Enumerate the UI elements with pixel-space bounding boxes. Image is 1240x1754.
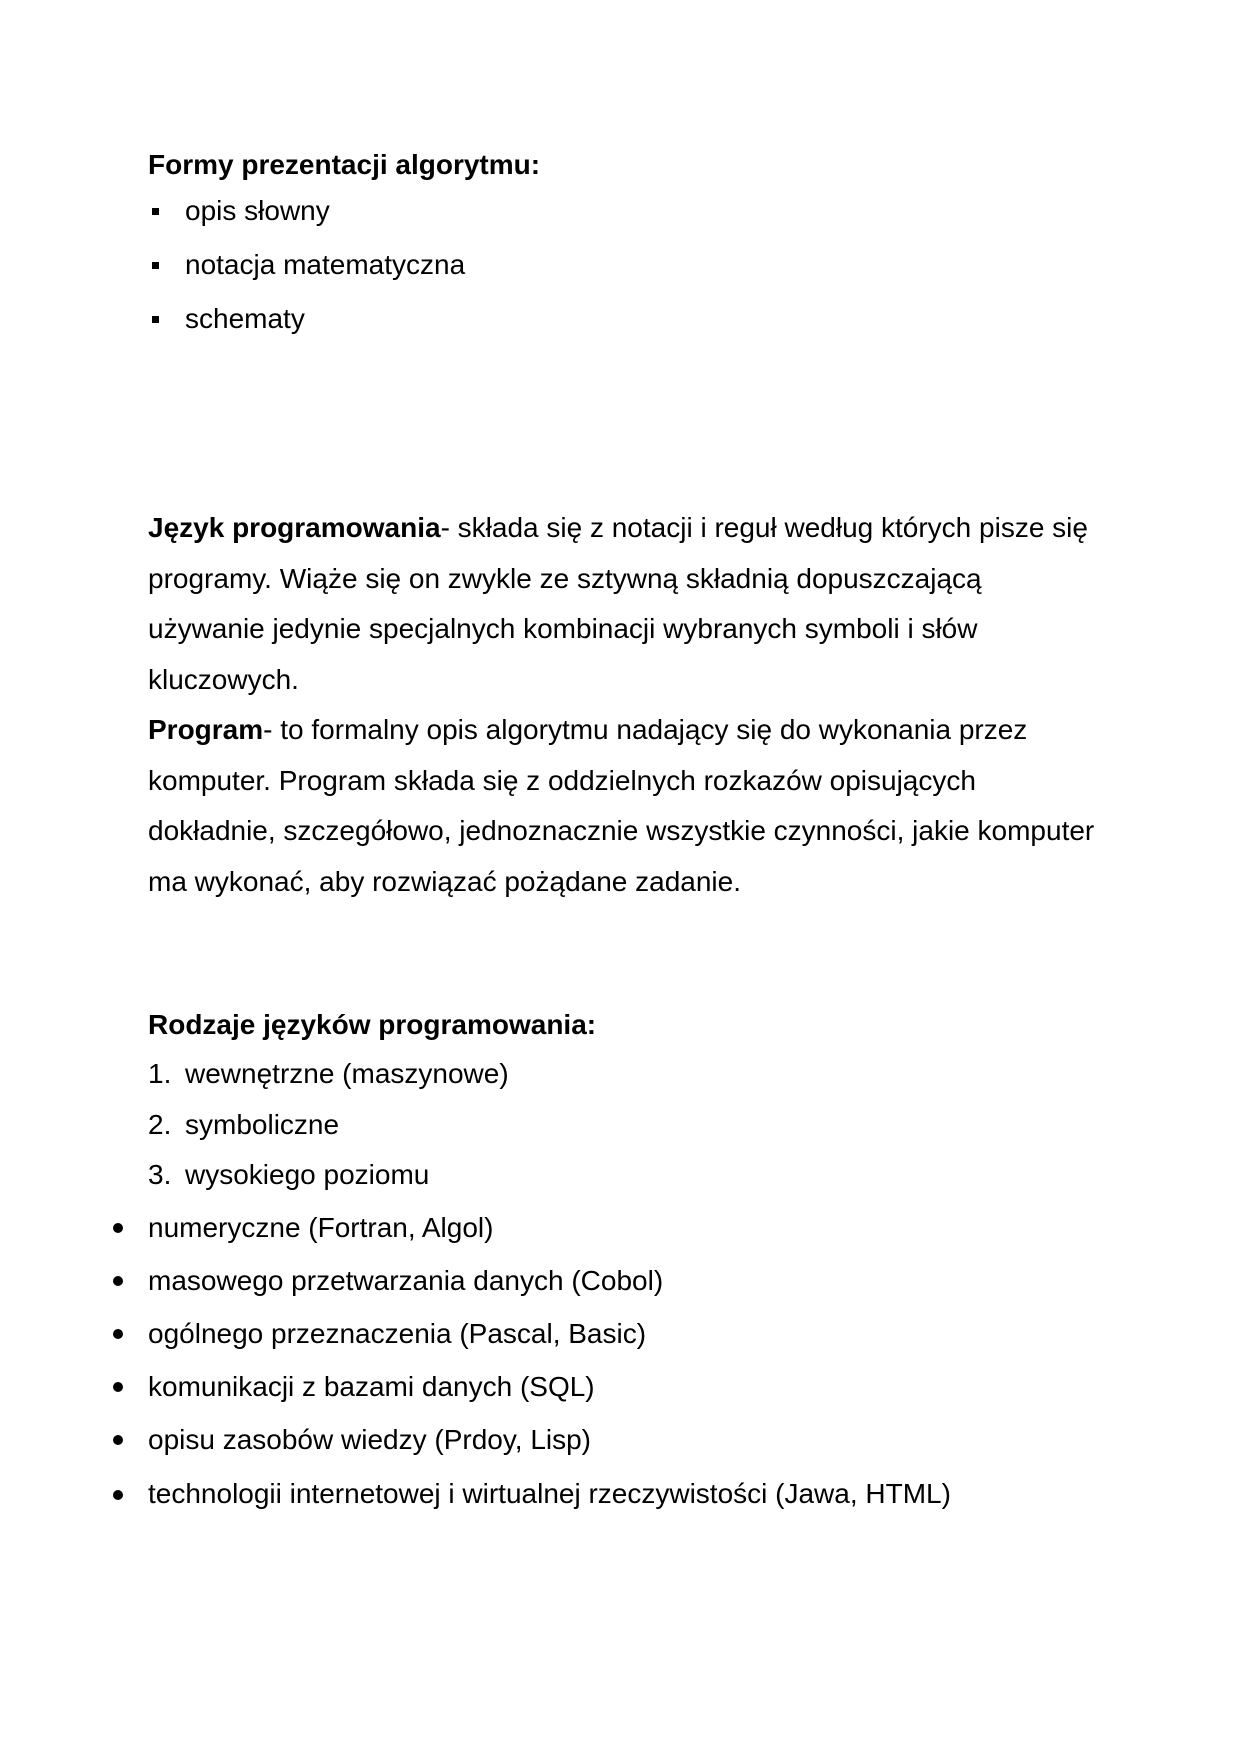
list-item: [25, 1360, 1028, 1413]
algorithm-forms-section: [148, 145, 540, 353]
round-bullet-icon: [113, 1223, 123, 1233]
list-item: [25, 1254, 1028, 1307]
round-bullet-icon: [113, 1382, 123, 1392]
list-item-text: symboliczne: [185, 1108, 340, 1140]
list-item: [25, 1468, 1028, 1520]
list-number: 2.: [148, 1108, 172, 1140]
section-heading: Formy prezentacji algorytmu:: [148, 149, 541, 180]
list-number: 1.: [148, 1058, 172, 1089]
list-item-text: komunikacji z bazami danych (SQL): [148, 1370, 595, 1402]
definition-program: [148, 705, 1098, 907]
list-item-text: technologii internetowej i wirtualnej rzeczywistości (Jawa, HTML): [148, 1477, 951, 1509]
list-item: [25, 1201, 1028, 1254]
list-item-text: masowego przetwarzania danych (Cobol): [148, 1264, 664, 1296]
list-item-text: opisu zasobów wiedzy (Prdoy, Lisp): [148, 1423, 592, 1455]
list-number: 3.: [148, 1159, 172, 1190]
definitions-section: [148, 503, 1098, 907]
list-item: [148, 1150, 905, 1201]
list-item-text: numeryczne (Fortran, Algol): [148, 1211, 494, 1243]
list-item: [148, 245, 540, 299]
round-bullet-icon: [113, 1329, 123, 1339]
definition-language: [148, 503, 1098, 705]
definition-program-text: - to formalny opis algorytmu nadający się do wykonania przez komputer. Program składa się z oddzielnych rozkazów opisujących dokładnie, szczegółowo, jednoznacznie wszystkie czynności, jakie komputer ma wykonać, aby rozwiązać pożądane zadanie.: [148, 714, 1095, 897]
forms-list: [148, 191, 540, 353]
list-item: [148, 191, 540, 245]
list-item-text: wysokiego poziomu: [185, 1159, 430, 1190]
round-bullet-icon: [113, 1276, 123, 1286]
round-bullet-icon: [113, 1490, 123, 1500]
round-bullet-icon: [113, 1435, 123, 1445]
language-types-section: [148, 1005, 951, 1520]
square-bullet-icon: [152, 262, 159, 269]
term-language: Język programowania: [148, 512, 441, 543]
section-heading: Rodzaje języków programowania:: [148, 1009, 597, 1040]
list-item-text: schematy: [185, 303, 305, 334]
list-item: [25, 1413, 1028, 1466]
list-item-text: opis słowny: [185, 195, 330, 226]
list-item: [148, 299, 540, 353]
list-item-text: ogólnego przeznaczenia (Pascal, Basic): [148, 1317, 647, 1349]
language-types-list: [148, 1049, 905, 1201]
list-item: [148, 1100, 905, 1151]
list-item-text: wewnętrzne (maszynowe): [185, 1058, 509, 1089]
list-item-text: notacja matematyczna: [185, 249, 466, 280]
list-item: [148, 1049, 905, 1100]
term-program: Program: [148, 714, 264, 745]
list-item: [25, 1307, 1028, 1360]
definition-language-text: - składa się z notacji i reguł według których pisze się programy. Wiąże się on zwykle ze sztywną składnią dopuszczającą używanie jedynie specjalnych kombinacji wybranych symboli i słów kluczowych.: [148, 512, 1088, 695]
square-bullet-icon: [152, 316, 159, 323]
square-bullet-icon: [152, 208, 159, 215]
high-level-subtypes-list: [148, 1201, 1028, 1520]
